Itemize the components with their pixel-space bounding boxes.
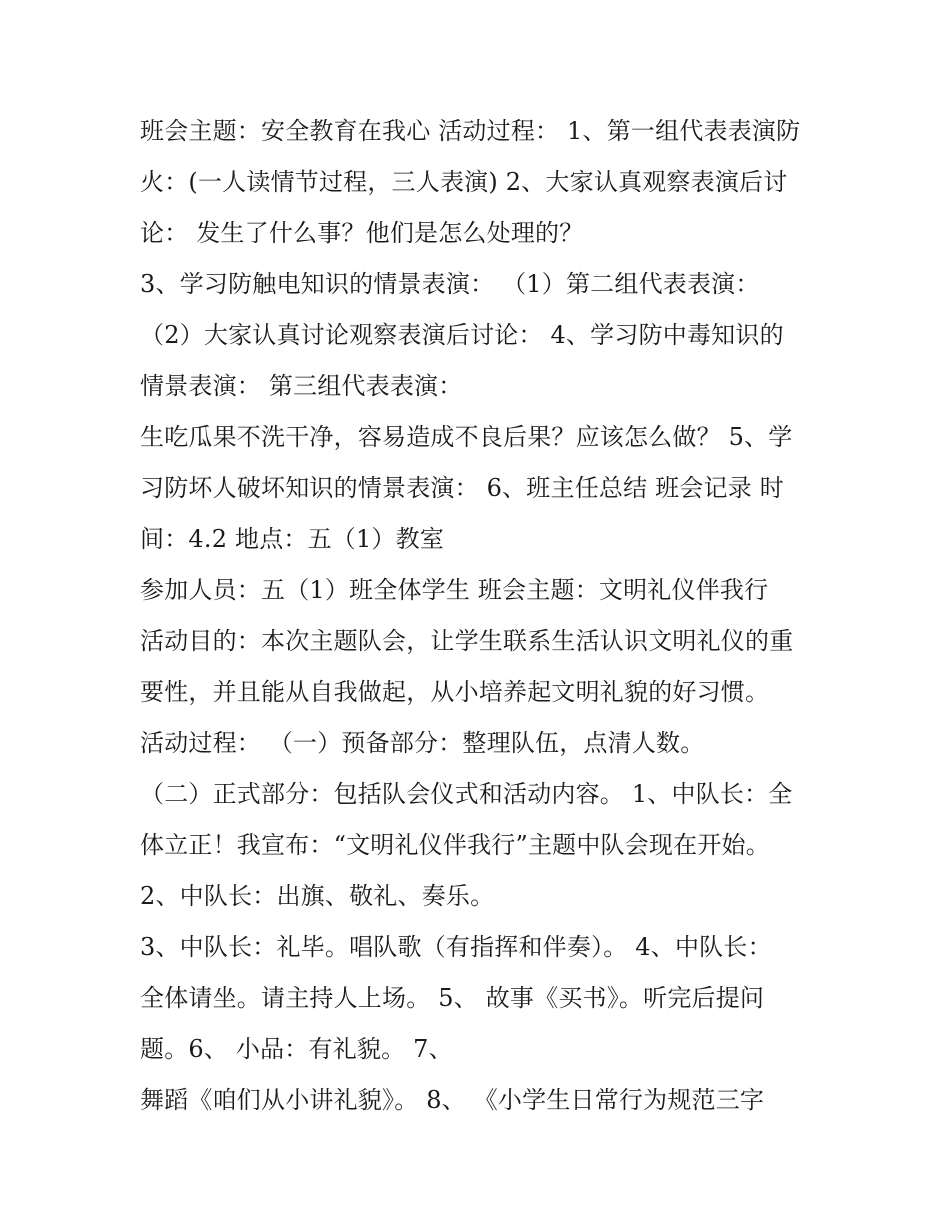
text-line: 要性，并且能从自我做起，从小培养起文明礼貌的好习惯。 bbox=[140, 678, 770, 706]
text-line: 生吃瓜果不洗干净，容易造成不良后果？应该怎么做？ 5、学 bbox=[140, 423, 793, 451]
text-line: 题。6、 小品：有礼貌。 7、 bbox=[140, 1035, 453, 1063]
text-line: 3、学习防触电知识的情景表演： （1）第二组代表表演： bbox=[140, 270, 760, 298]
text-line: 舞蹈《咱们从小讲礼貌》。 8、 《小学生日常行为规范三字 bbox=[140, 1086, 765, 1114]
text-line: 间：4.2 地点：五（1）教室 bbox=[140, 525, 445, 553]
text-line: 论： 发生了什么事？他们是怎么处理的？ bbox=[140, 219, 584, 247]
text-line: 班会主题：安全教育在我心 活动过程： 1、第一组代表表演防 bbox=[140, 117, 801, 145]
text-line: 体立正！我宣布：“文明礼仪伴我行”主题中队会现在开始。 bbox=[140, 831, 770, 859]
text-line: 2、中队长：出旗、敬礼、奏乐。 bbox=[140, 882, 495, 910]
text-line: 全体请坐。请主持人上场。 5、 故事《买书》。听完后提问 bbox=[140, 984, 765, 1012]
document-body bbox=[140, 106, 820, 1126]
text-line: 活动过程： （一）预备部分：整理队伍，点清人数。 bbox=[140, 729, 705, 757]
text-line: 参加人员：五（1）班全体学生 班会主题：文明礼仪伴我行 bbox=[140, 576, 769, 604]
text-line: 活动目的：本次主题队会，让学生联系生活认识文明礼仪的重 bbox=[140, 627, 794, 655]
text-line: 3、中队长：礼毕。唱队歌（有指挥和伴奏）。 4、中队长： bbox=[140, 933, 772, 961]
text-line: （2）大家认真讨论观察表演后讨论： 4、学习防中毒知识的 bbox=[140, 321, 784, 349]
text-line: 情景表演： 第三组代表表演： bbox=[140, 372, 463, 400]
text-line: 火：(一人读情节过程，三人表演) 2、大家认真观察表演后讨 bbox=[140, 168, 788, 196]
text-line: 习防坏人破坏知识的情景表演： 6、班主任总结 班会记录 时 bbox=[140, 474, 784, 502]
text-line: （二）正式部分：包括队会仪式和活动内容。 1、中队长：全 bbox=[140, 780, 793, 808]
